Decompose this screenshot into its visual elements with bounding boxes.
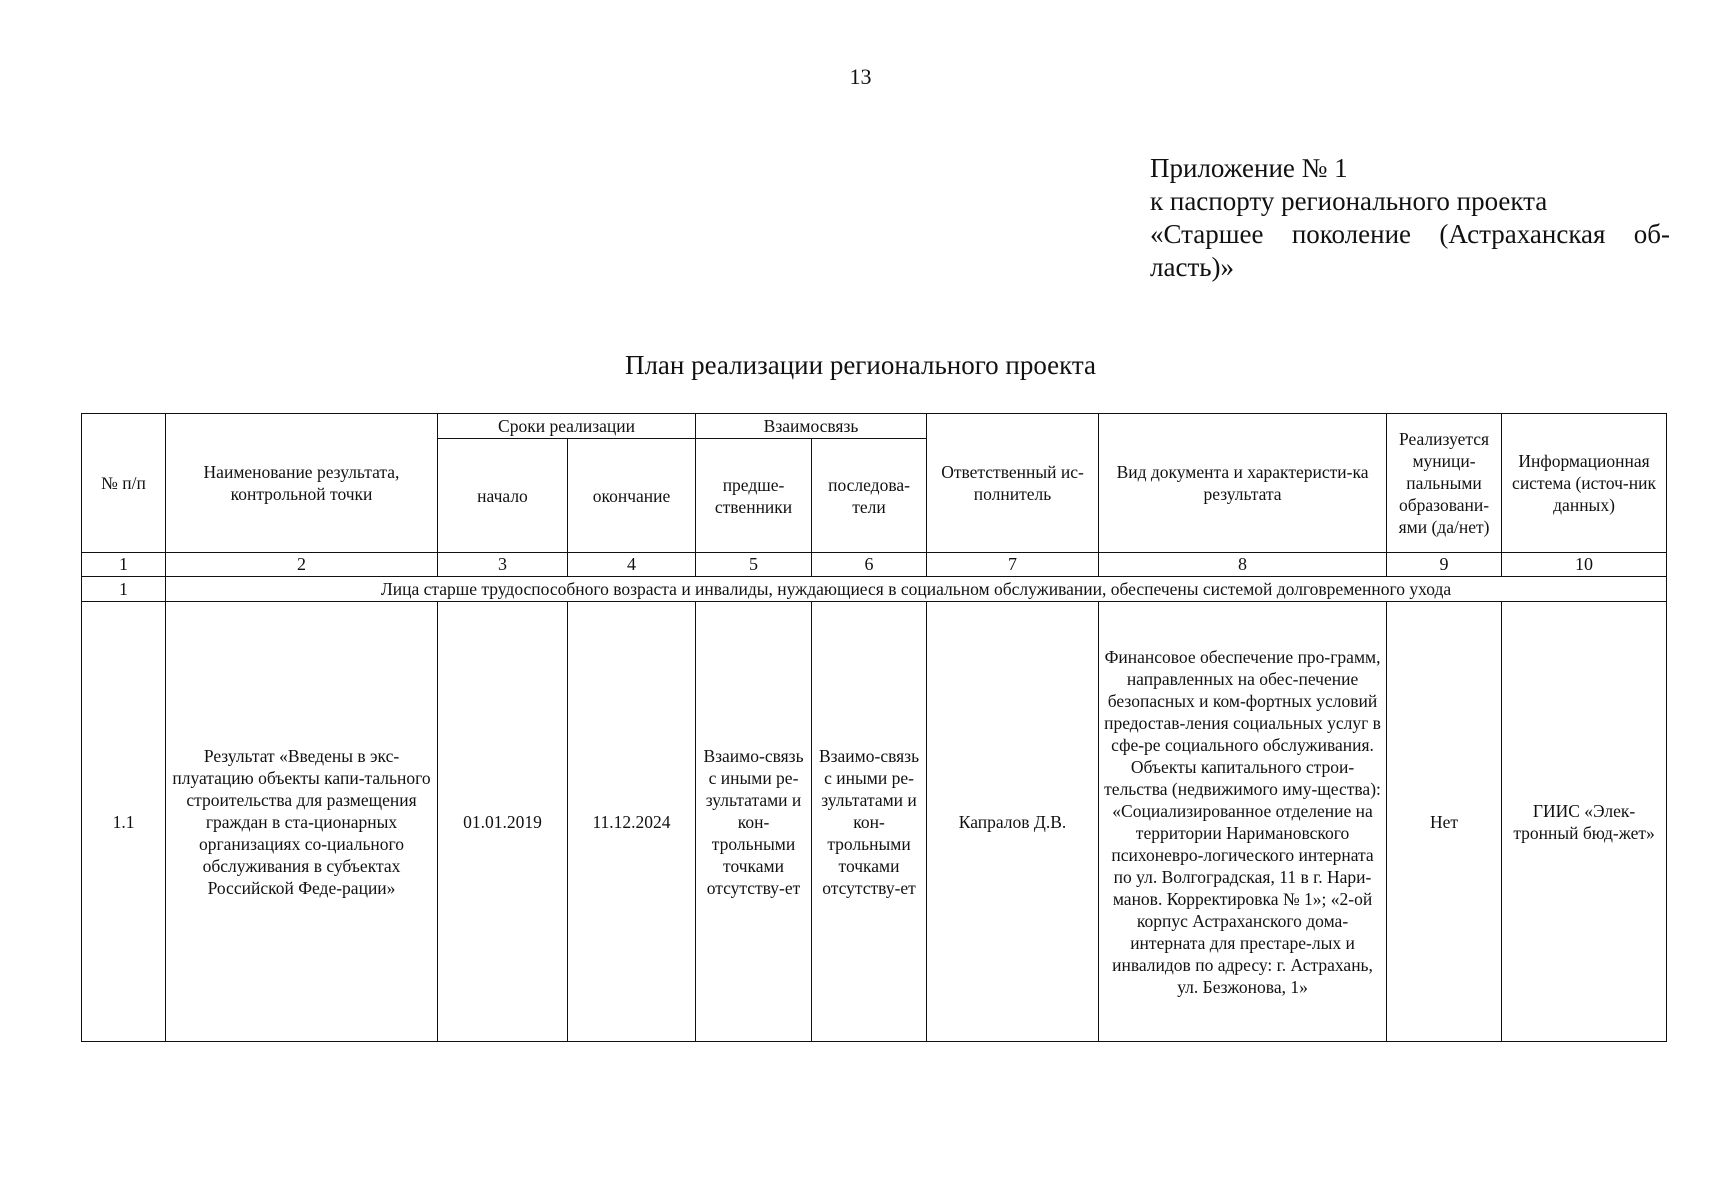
- plan-title: План реализации регионального проекта: [624, 350, 1097, 380]
- column-number: 2: [166, 553, 438, 577]
- header-num: № п/п: [82, 414, 166, 553]
- plan-table: [81, 413, 1667, 1042]
- column-number: 1: [82, 553, 166, 577]
- header-name: Наименование результата, контрольной точки: [166, 414, 438, 553]
- column-number-row: [82, 553, 1667, 577]
- row-start: 01.01.2019: [438, 602, 568, 1042]
- header-relation: Взаимосвязь: [696, 414, 927, 439]
- row-successors: Взаимо-связь с иными ре-зультатами и кон-трольными точками отсутству-ет: [812, 602, 927, 1042]
- header-doc-type: Вид документа и характеристи-ка результата: [1099, 414, 1387, 553]
- column-number: 7: [927, 553, 1099, 577]
- column-number: 6: [812, 553, 927, 577]
- header-start: начало: [438, 439, 568, 553]
- appendix-line-2: к паспорту регионального проекта: [1150, 186, 1548, 216]
- appendix-line-4: ласть)»: [1150, 252, 1235, 282]
- row-end: 11.12.2024: [568, 602, 696, 1042]
- header-end: окончание: [568, 439, 696, 553]
- column-number: 4: [568, 553, 696, 577]
- header-info-system: Информационная система (источ-ник данных): [1502, 414, 1667, 553]
- column-number: 9: [1387, 553, 1502, 577]
- header-terms: Сроки реализации: [438, 414, 696, 439]
- table-row: [82, 602, 1667, 1042]
- appendix-line-3: «Старшее поколение (Астраханская об-: [1150, 219, 1670, 249]
- header-predecessors: предше-ственники: [696, 439, 812, 553]
- section-title: Лица старше трудоспособного возраста и инвалиды, нуждающиеся в социальном обслуживании, обеспечены системой долговременного ухода: [166, 577, 1667, 602]
- appendix-block: [1150, 152, 1670, 284]
- row-predecessors: Взаимо-связь с иными ре-зультатами и кон-трольными точками отсутству-ет: [696, 602, 812, 1042]
- row-responsible: Капралов Д.В.: [927, 602, 1099, 1042]
- header-municipal: Реализуется муници-пальными образовани-ями (да/нет): [1387, 414, 1502, 553]
- column-number: 5: [696, 553, 812, 577]
- page-number: 13: [849, 64, 872, 89]
- section-row: [82, 577, 1667, 602]
- column-number: 8: [1099, 553, 1387, 577]
- appendix-line-1: Приложение № 1: [1150, 153, 1348, 183]
- row-doc-type: Финансовое обеспечение про-грамм, направленных на обес-печение безопасных и ком-фортных условий предостав-ления социальных услуг в сфе-ре социального обслуживания. Объекты капитального строи-тельства (недвижимого иму-щества): «Социализированное отделение на территории Наримановского психоневро-логического интерната по ул. Волгоградская, 11 в г. Нари-манов. Корректировка № 1»; «2-ой корпус Астраханского дома-интерната для престаре-лых и инвалидов по адресу: г. Астрахань, ул. Безжонова, 1»: [1099, 602, 1387, 1042]
- row-name: Результат «Введены в экс-плуатацию объекты капи-тального строительства для размещения граждан в ста-ционарных организациях со-циального обслуживания в субъектах Российской Феде-рации»: [166, 602, 438, 1042]
- column-number: 10: [1502, 553, 1667, 577]
- row-info-system: ГИИС «Элек-тронный бюд-жет»: [1502, 602, 1667, 1042]
- row-num: 1.1: [82, 602, 166, 1042]
- column-number: 3: [438, 553, 568, 577]
- row-municipal: Нет: [1387, 602, 1502, 1042]
- header-responsible: Ответственный ис-полнитель: [927, 414, 1099, 553]
- section-num: 1: [82, 577, 166, 602]
- header-successors: последова-тели: [812, 439, 927, 553]
